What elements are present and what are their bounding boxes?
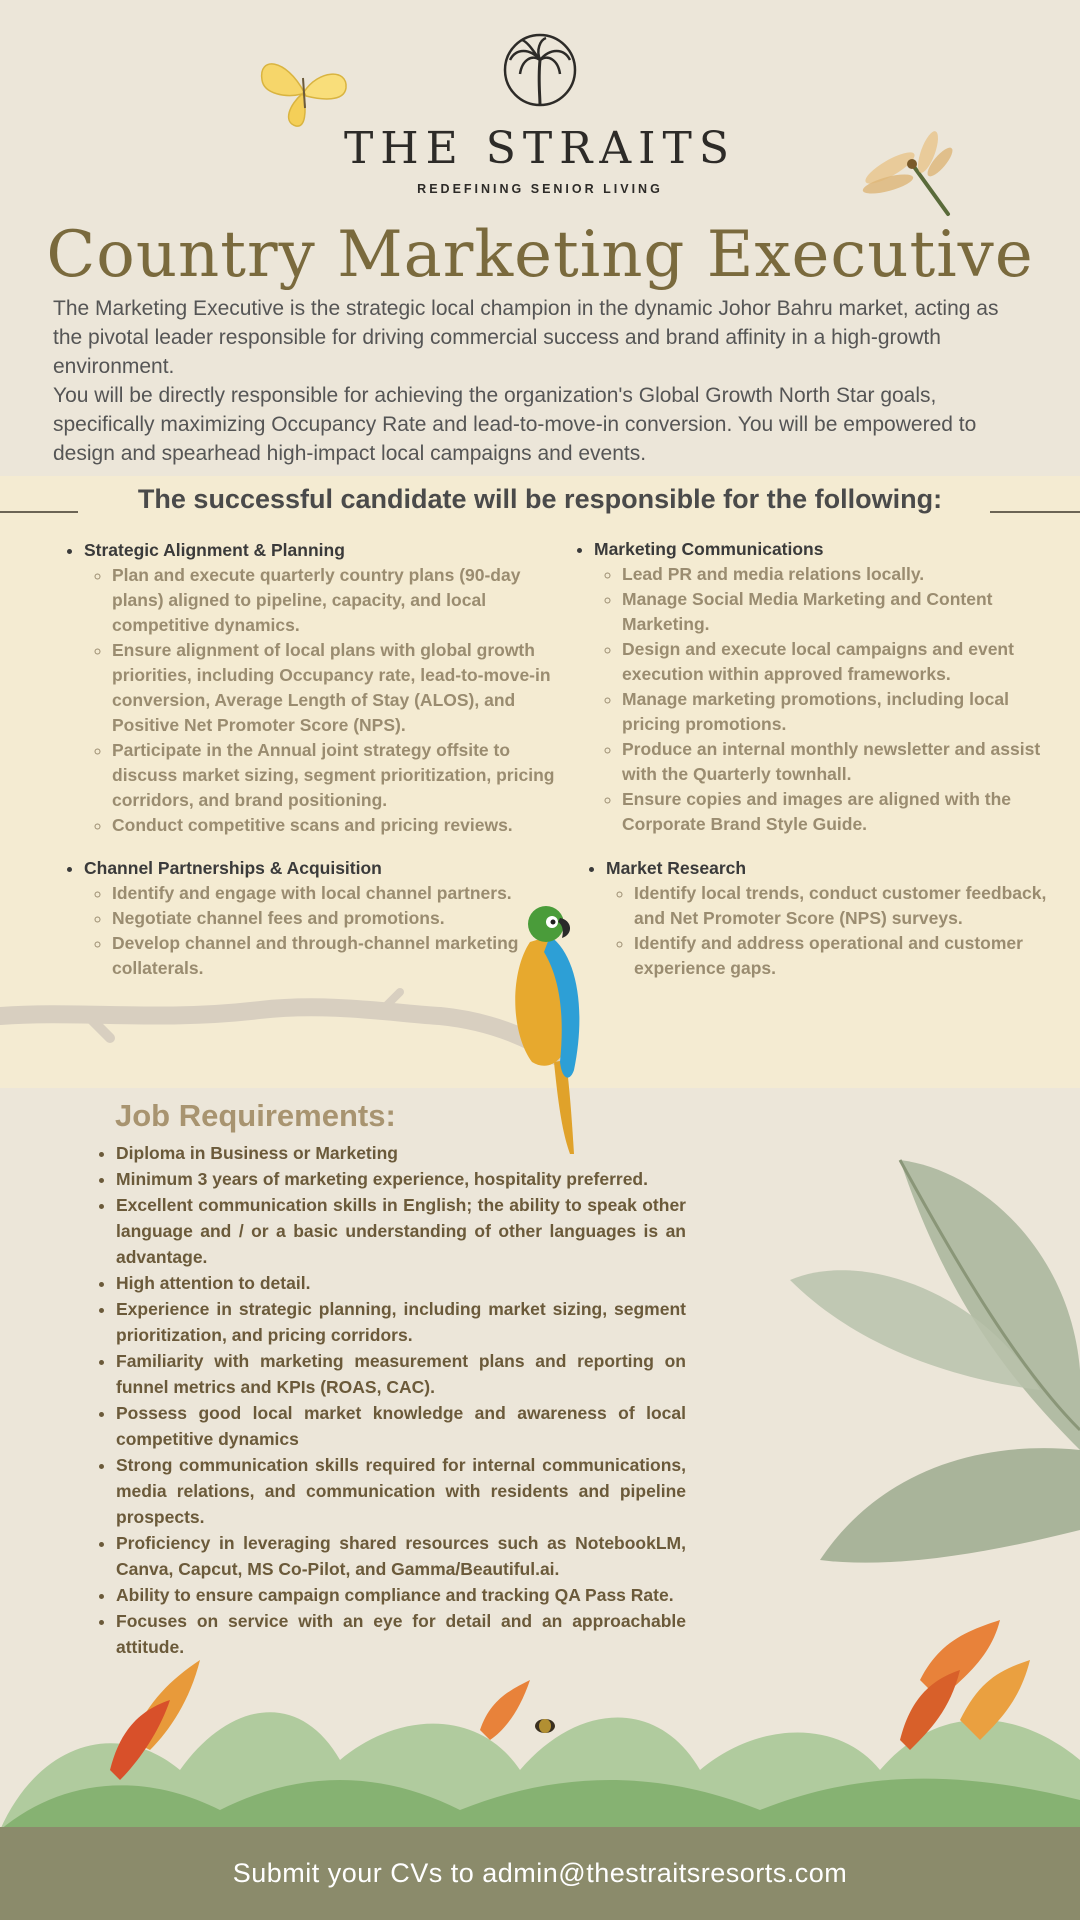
list-item: ◦ Design and execute local campaigns and event execution within approved frameworks. [622, 637, 1054, 687]
section-title: Strategic Alignment & Planning [84, 540, 345, 560]
list-item: ◦ Participate in the Annual joint strategy offsite to discuss market sizing, segment prioritization, pricing corridors, and brand positioning. [112, 738, 562, 813]
palm-tree-icon [500, 30, 580, 112]
banana-leaves-illustration [780, 1150, 1080, 1590]
list-item: • Focuses on service with an eye for detail and an approachable attitude. [116, 1608, 686, 1660]
list-item: ◦ Manage marketing promotions, including local pricing promotions. [622, 687, 1054, 737]
list-item: ◦ Plan and execute quarterly country plans (90-day plans) aligned to pipeline, capacity, and local competitive dynamics. [112, 563, 562, 638]
branch-illustration [0, 980, 580, 1090]
strategic-column [52, 538, 562, 838]
intro-paragraph: You will be directly responsible for achieving the organization's Global Growth North Star goals, specifically maximizing Occupancy Rate and lead-to-move-in conversion. You will be empowered to design and spearhead high-impact local campaigns and events. [53, 384, 977, 465]
list-item: ◦ Lead PR and media relations locally. [622, 562, 1054, 587]
list-item: ◦ Produce an internal monthly newsletter and assist with the Quarterly townhall. [622, 737, 1054, 787]
requirements-title: Job Requirements: [115, 1098, 396, 1133]
page-title: Country Marketing Executive [46, 218, 1034, 292]
list-item [606, 856, 1060, 981]
list-item: ◦ Identify and address operational and customer experience gaps. [634, 931, 1060, 981]
list-item: • Diploma in Business or Marketing [116, 1140, 686, 1166]
list-item: • Familiarity with marketing measurement plans and reporting on funnel metrics and KPIs (ROAS, CAC). [116, 1348, 686, 1400]
brand-name: THE STRAITS [343, 123, 737, 174]
butterfly-icon [256, 48, 352, 134]
list-item: • Possess good local market knowledge and awareness of local competitive dynamics [116, 1400, 686, 1452]
list-item: ◦ Identify and engage with local channel partners. [112, 881, 562, 906]
list-item [84, 538, 562, 838]
list-item: ◦ Develop channel and through-channel marketing collaterals. [112, 931, 562, 981]
list-item: • Experience in strategic planning, including market sizing, segment prioritization, and pricing corridors. [116, 1296, 686, 1348]
list-item [84, 856, 562, 981]
requirements-list [92, 1140, 686, 1660]
parrot-illustration [500, 902, 596, 1158]
section-title: Marketing Communications [594, 539, 824, 559]
list-item: • Proficiency in leveraging shared resources such as NotebookLM, Canva, Capcut, MS Co-Pilot, and Gamma/Beautiful.ai. [116, 1530, 686, 1582]
research-column [574, 856, 1060, 981]
responsibilities-heading: The successful candidate will be responsible for the following: [137, 484, 943, 514]
intro-text [53, 294, 1033, 468]
list-item [594, 537, 1054, 837]
brand-tagline: REDEFINING SENIOR LIVING [417, 182, 663, 196]
list-item: • Ability to ensure campaign compliance and tracking QA Pass Rate. [116, 1582, 686, 1608]
list-item: ◦ Identify local trends, conduct customer feedback, and Net Promoter Score (NPS) surveys. [634, 881, 1060, 931]
list-item: ◦ Conduct competitive scans and pricing reviews. [112, 813, 562, 838]
section-title: Market Research [606, 858, 747, 878]
list-item: • High attention to detail. [116, 1270, 686, 1296]
communications-column [562, 537, 1054, 837]
channel-column [52, 856, 562, 981]
intro-paragraph: The Marketing Executive is the strategic local champion in the dynamic Johor Bahru market, acting as the pivotal leader responsible for driving commercial success and brand affinity in a high-growth environment. [53, 297, 999, 378]
list-item: ◦ Ensure alignment of local plans with global growth priorities, including Occupancy rate, lead-to-move-in conversion, Average Length of Stay (ALOS), and Positive Net Promoter Score (NPS). [112, 638, 562, 738]
section-title: Channel Partnerships & Acquisition [84, 858, 382, 878]
dragonfly-icon [860, 128, 960, 224]
list-item: • Excellent communication skills in English; the ability to speak other language and / or a basic understanding of other languages is an advantage. [116, 1192, 686, 1270]
list-item: • Minimum 3 years of marketing experience, hospitality preferred. [116, 1166, 686, 1192]
list-item: ◦ Ensure copies and images are aligned with the Corporate Brand Style Guide. [622, 787, 1054, 837]
footer-submit-text: Submit your CVs to admin@thestraitsresorts.com [232, 1858, 848, 1888]
list-item: • Strong communication skills required for internal communications, media relations, and communication with residents and pipeline prospects. [116, 1452, 686, 1530]
tropical-foliage-illustration [0, 1620, 1080, 1830]
list-item: ◦ Manage Social Media Marketing and Content Marketing. [622, 587, 1054, 637]
list-item: ◦ Negotiate channel fees and promotions. [112, 906, 562, 931]
